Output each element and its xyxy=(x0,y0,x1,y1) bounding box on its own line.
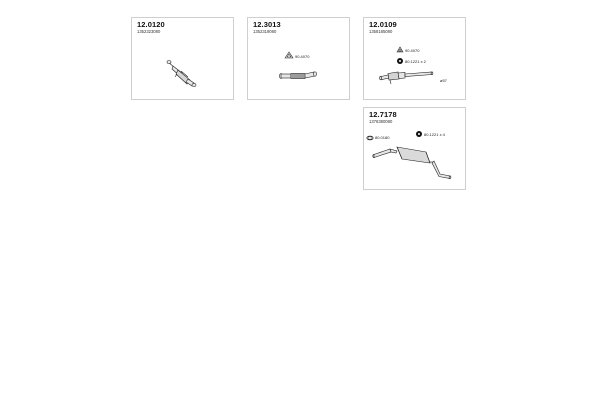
oem-number: 1376380080 xyxy=(369,119,393,124)
nut-icon xyxy=(397,58,403,64)
part-drawing xyxy=(364,18,467,101)
part-card-12-7178[interactable] xyxy=(363,107,466,190)
gasket-icon xyxy=(397,47,403,52)
rear-silencer-drawing xyxy=(373,147,451,179)
catalytic-converter-drawing xyxy=(132,18,235,101)
front-pipe-catalyst-drawing xyxy=(380,72,433,84)
oem-number: 1358185080 xyxy=(369,29,393,34)
gasket-icon xyxy=(285,52,293,58)
flex-pipe-drawing xyxy=(279,72,316,79)
part-number: 12.7178 xyxy=(369,110,397,119)
part-ref: 90.4070 xyxy=(295,54,310,59)
part-drawing xyxy=(248,18,351,101)
oem-number: 1352319080 xyxy=(253,29,277,34)
hanger-icon xyxy=(367,136,373,140)
part-number: 12.3013 xyxy=(253,20,281,29)
part-card-12-3013[interactable] xyxy=(247,17,350,100)
nut-icon xyxy=(416,131,422,137)
part-drawing xyxy=(364,108,467,191)
part-ref: 80.1221 x 4 xyxy=(424,132,445,137)
part-ref: 80.1221 x 2 xyxy=(405,59,426,64)
part-number: 12.0120 xyxy=(137,20,165,29)
part-ref: 90.4070 xyxy=(405,48,420,53)
part-ref: 80.0180 xyxy=(375,135,390,140)
diameter-note: ø57 xyxy=(440,78,447,83)
oem-number: 1352323080 xyxy=(137,29,161,34)
part-card-12-0120[interactable] xyxy=(131,17,234,100)
part-number: 12.0109 xyxy=(369,20,397,29)
part-card-12-0109[interactable] xyxy=(363,17,466,100)
